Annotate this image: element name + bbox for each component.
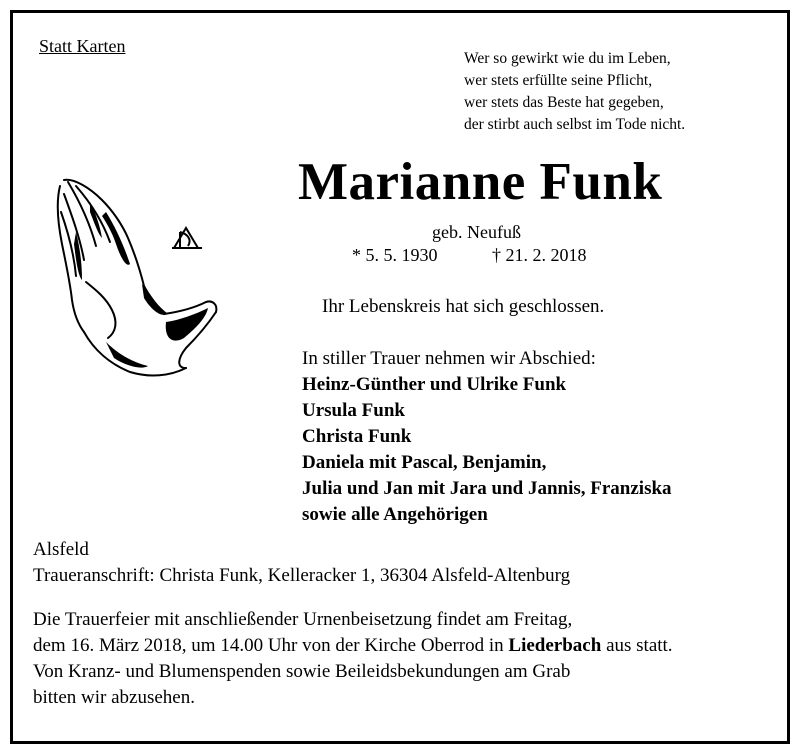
ceremony-place: Liederbach [508,635,602,656]
poem [464,48,685,136]
mourner-name: Ursula Funk [302,400,405,421]
birth-date: * 5. 5. 1930 [352,245,438,265]
mourners-intro: In stiller Trauer nehmen wir Abschied: [302,348,596,369]
address-text: Traueranschrift: Christa Funk, Kelleracker 1, 36304 Alsfeld-Altenburg [33,565,571,586]
mourner-name: Julia und Jan mit Jara und Jannis, Franziska [302,478,672,499]
details-block [33,537,673,711]
mourner-name: Christa Funk [302,426,412,447]
statt-karten-label: Statt Karten [39,36,126,56]
deceased-name: Marianne Funk [298,153,663,211]
ceremony-text: aus statt. [601,635,673,656]
mourner-name: sowie alle Angehörigen [302,504,488,525]
mourner-name: Daniela mit Pascal, Benjamin, [302,452,547,473]
ceremony-line: bitten wir abzusehen. [33,687,195,708]
mourners-block [302,346,672,528]
poem-line: der stirbt auch selbst im Tode nicht. [464,116,686,133]
motto-text: Ihr Lebenskreis hat sich geschlossen. [322,296,605,317]
place-text: Alsfeld [33,539,89,560]
ceremony-line: Von Kranz- und Blumenspenden sowie Beileidsbekundungen am Grab [33,661,571,682]
ceremony-text: dem 16. März 2018, um 14.00 Uhr von der Kirche Oberrod in [33,635,509,656]
monogram-icon [172,228,202,248]
death-date: † 21. 2. 2018 [492,245,587,265]
praying-hands-icon [46,172,224,388]
birth-name: geb. Neufuß [432,222,521,242]
poem-line: wer stets erfüllte seine Pflicht, [464,72,653,89]
poem-line: wer stets das Beste hat gegeben, [464,94,664,111]
ceremony-line [33,633,673,659]
mourner-name: Heinz-Günther und Ulrike Funk [302,374,567,395]
poem-line: Wer so gewirkt wie du im Leben, [464,50,671,67]
ceremony-line: Die Trauerfeier mit anschließender Urnenbeisetzung findet am Freitag, [33,609,573,630]
